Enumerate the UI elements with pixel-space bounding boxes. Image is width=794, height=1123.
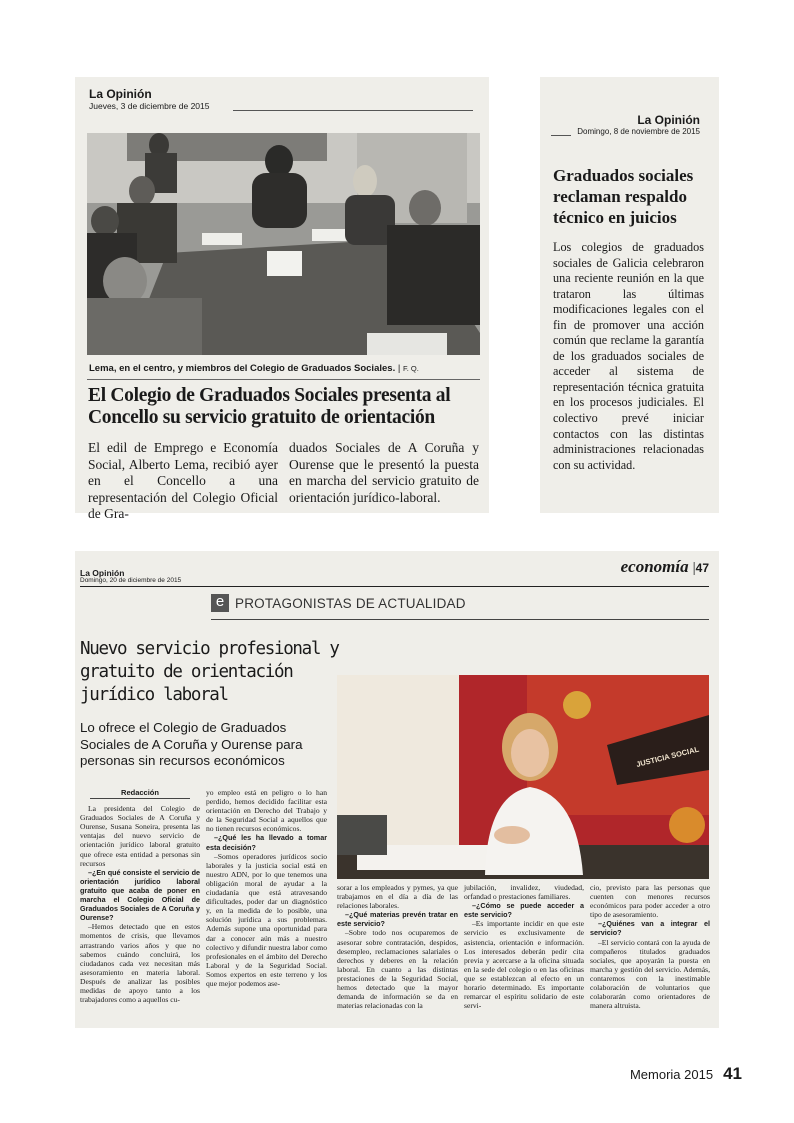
banner-rule bbox=[211, 619, 709, 620]
intro-paragraph: La presidenta del Colegio de Graduados Sociales de A Coruña y Ourense, Susana Soneira, presenta las ventajas del nuevo servicio de orientación jurídico laboral gratuito que ofrece esta entidad a personas sin recursos bbox=[80, 804, 200, 868]
answer-1: –Hemos detectado que en estos momentos de crisis, que llevamos arrastrando varios años y que no sabemos cuándo concluirá, los ciudadanos cada vez necesitan más asesoramiento en materia laboral. Después de analizar las posibles medidas de apoyo tanto a los trabajadores como a aquellos cu- bbox=[80, 922, 200, 1005]
masthead: La Opinión bbox=[80, 568, 125, 578]
section-separator: | bbox=[692, 560, 696, 576]
body-column-2: duados Sociales de A Coruña y Ourense que le presentó la puesta en marcha del servicio gratuito de orientación jurídico-laboral. bbox=[289, 440, 479, 505]
answer-4: –Es importante incidir en que este servicio es exclusivamente de asistencia, orientación e información. Los interesados deberán pedir cita previa y acercarse a la oficina situada en la sede del colegio o en las oficinas que se establezcan al efecto en un horario determinado. Es importante remarcar el espíritu solidario de este servi- bbox=[464, 919, 584, 1011]
banner-text: PROTAGONISTAS DE ACTUALIDAD bbox=[235, 595, 466, 611]
answer-1-cont: yo empleo está en peligro o lo han perdido, hemos decidido facilitar esta orientación en Derecho del Trabajo y de la Seguridad Social a aquellos que no tienen recursos económicos. bbox=[206, 788, 327, 834]
masthead: La Opinión bbox=[89, 87, 152, 101]
article-column-4 bbox=[464, 883, 584, 1010]
meeting-photo bbox=[87, 133, 480, 355]
answer-2-cont: sorar a los empleados y pymes, ya que trabajamos en el día a día de las relaciones laborales. bbox=[337, 883, 458, 911]
date-rule bbox=[551, 135, 571, 136]
section-name: economía bbox=[620, 557, 689, 576]
photo-caption: Lema, en el centro, y miembros del Colegio de Graduados Sociales. bbox=[89, 363, 396, 374]
headline: Nuevo servicio profesional y gratuito de orientación jurídico laboral bbox=[80, 639, 339, 705]
masthead: La Opinión bbox=[637, 113, 700, 127]
clipping-graduados bbox=[540, 77, 719, 513]
caption-rule bbox=[87, 379, 480, 380]
clipping-entrevista bbox=[75, 551, 719, 1028]
question-5: –¿Quiénes van a integrar el servicio? bbox=[590, 919, 710, 938]
clipping-concello bbox=[75, 77, 489, 521]
publication-date: Domingo, 20 de diciembre de 2015 bbox=[80, 577, 182, 584]
body-column-1: El edil de Emprego e Economía Social, Alberto Lema, recibió ayer en el Concello a una representación del Colegio Oficial de Gra- bbox=[88, 440, 278, 521]
headline: El Colegio de Graduados Sociales presenta al Concello su servicio gratuito de orientación bbox=[88, 385, 451, 428]
byline: Redacción bbox=[90, 788, 190, 799]
date-rule bbox=[233, 110, 473, 111]
question-3: –¿Qué materias prevén tratar en este servicio? bbox=[337, 910, 458, 929]
subheadline: Lo ofrece el Colegio de Graduados Sociales de A Coruña y Ourense para personas sin recursos económicos bbox=[80, 720, 303, 768]
answer-2: –Somos operadores jurídicos socio laborales y la justicia social está en nuestro ADN, por lo que tenemos una obligación moral de ayudar a la ciudadanía que está atravesando dificultades, poder dar un diagnóstico y, en la medida de lo posible, una solución jurídica a sus problemas. Además supone una oportunidad para dar a conocer aún más a nuestro colectivo y difundir nuestra labor como profesionales en el ámbito del Derecho Laboral y de la Seguridad Social. Somos expertos en este terreno y los que mejor podemos ase- bbox=[206, 851, 327, 988]
svg-text:JUSTICIA SOCIAL: JUSTICIA SOCIAL bbox=[635, 744, 700, 769]
publication-date: Jueves, 3 de diciembre de 2015 bbox=[89, 101, 210, 111]
footer-label: Memoria 2015 bbox=[629, 1067, 714, 1082]
photo-caption-row bbox=[89, 363, 419, 374]
photo-credit: F. Q. bbox=[402, 364, 419, 373]
banner-badge: e bbox=[211, 594, 229, 612]
answer-5: –El servicio contará con la ayuda de compañeros titulados graduados sociales, que apoyarán la puesta en marcha y gestión del servicio. Además, contaremos con la inestimable colaboración de voluntarios que colaborarán como orientadores de manera altruista. bbox=[590, 937, 710, 1011]
footer-page-number: 41 bbox=[723, 1064, 742, 1083]
publication-date: Domingo, 8 de noviembre de 2015 bbox=[577, 127, 700, 136]
question-2: –¿Qué les ha llevado a tomar esta decisión? bbox=[206, 833, 327, 852]
section-title bbox=[621, 557, 709, 577]
portrait-photo bbox=[337, 675, 709, 879]
page-footer bbox=[630, 1064, 742, 1084]
caption-separator: | bbox=[397, 363, 403, 374]
article-column-3 bbox=[337, 883, 458, 1010]
body-text: Los colegios de graduados sociales de Galicia celebraron una reciente reunión en la que trataron las últimas modificaciones legales con el fin de promover una acción común que reclame la garantía de los graduados sociales de acceder al sistema de representación técnica gratuita en los procesos judiciales. El colectivo prevé iniciar contactos con las distintas administraciones relacionadas con su actividad. bbox=[553, 240, 704, 472]
question-4: –¿Cómo se puede acceder a este servicio? bbox=[464, 901, 584, 920]
masthead-rule bbox=[80, 586, 709, 587]
question-1: –¿En qué consiste el servicio de orientación jurídico laboral gratuito que acaba de poner en marcha el Colegio Oficial de Graduados Sociales de A Coruña y Ourense? bbox=[80, 867, 200, 923]
banner bbox=[211, 594, 466, 612]
headline: Graduados sociales reclaman respaldo técnico en juicios bbox=[553, 166, 694, 227]
answer-3-cont: jubilación, invalidez, viudedad, orfandad o prestaciones familiares. bbox=[464, 883, 584, 902]
answer-4-cont: cio, previsto para las personas que cuenten con menores recursos económicos para poder acceder a otro tipo de asesoramiento. bbox=[590, 883, 710, 920]
answer-3: –Sobre todo nos ocuparemos de asesorar sobre contratación, despidos, desempleo, reclamaciones salariales o derechos y deberes en la relación laboral. En cuanto a las distintas prestaciones de la Seguridad Social, hemos detectado que la mayor demanda de información se da en materias relacionadas con la bbox=[337, 928, 458, 1011]
page-number: 47 bbox=[695, 561, 709, 575]
article-column-1 bbox=[80, 788, 200, 1004]
article-column-5 bbox=[590, 883, 710, 1010]
article-column-2 bbox=[206, 788, 327, 988]
